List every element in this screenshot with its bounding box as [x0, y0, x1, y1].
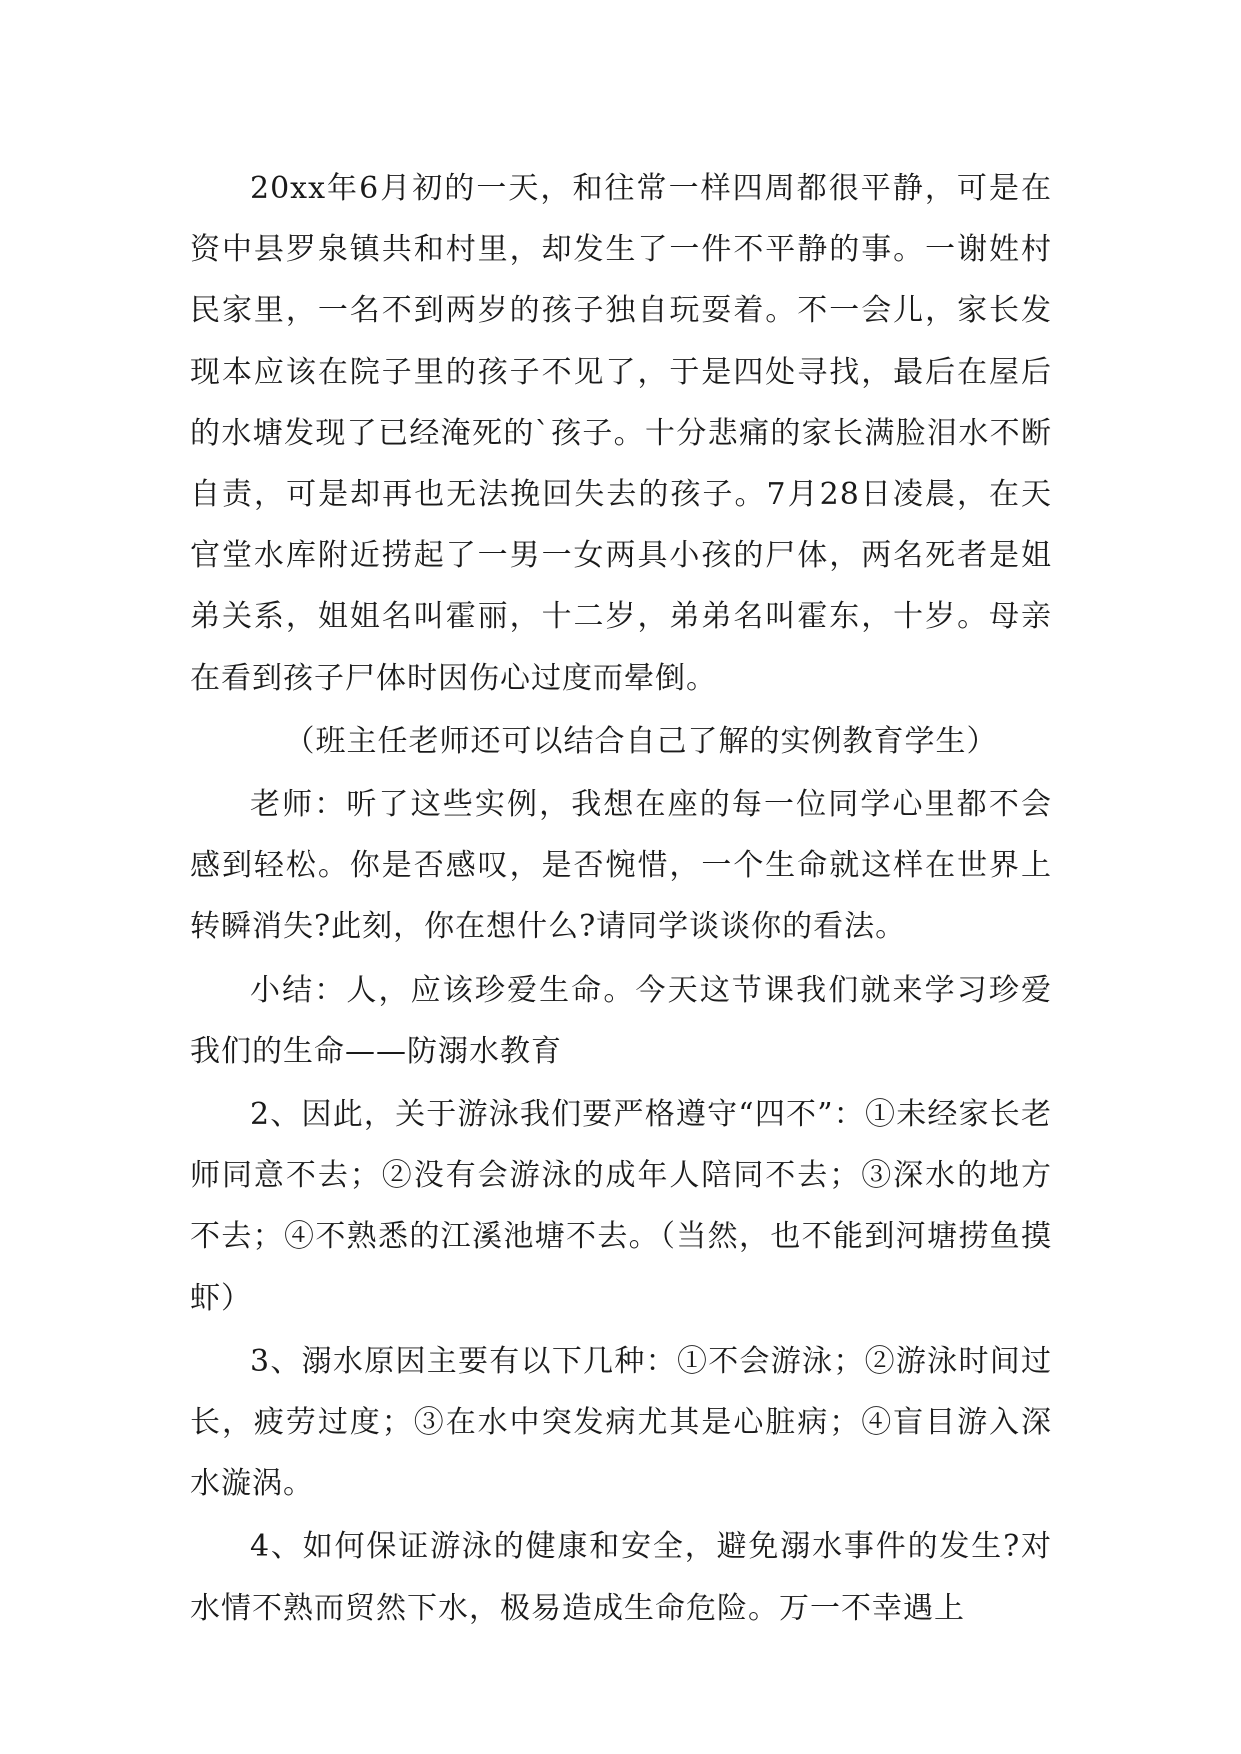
paragraph-summary: 小结：人，应该珍爱生命。今天这节课我们就来学习珍爱我们的生命——防溺水教育: [190, 972, 1052, 1069]
document-body: [190, 158, 1052, 1641]
paragraph-drowning-causes: 3、溺水原因主要有以下几种：①不会游泳；②游泳时间过长，疲劳过度；③在水中突发病尤其是心脏病；④盲目游入深水漩涡。: [190, 1343, 1052, 1502]
paragraph-safety: 4、如何保证游泳的健康和安全，避免溺水事件的发生?对水情不熟而贸然下水，极易造成生命危险。万一不幸遇上: [190, 1529, 1052, 1626]
paragraph-four-rules: 2、因此，关于游泳我们要严格遵守“四不”：①未经家长老师同意不去；②没有会游泳的成年人陪同不去；③深水的地方不去；④不熟悉的江溪池塘不去。（当然，也不能到河塘捞鱼摸虾）: [190, 1097, 1052, 1316]
paragraph-teacher-question: 老师：听了这些实例，我想在座的每一位同学心里都不会感到轻松。你是否感叹，是否惋惜，一个生命就这样在世界上转瞬消失?此刻，你在想什么?请同学谈谈你的看法。: [190, 787, 1052, 945]
paragraph-teacher-note: （班主任老师还可以结合自己了解的实例教育学生）: [284, 723, 998, 759]
paragraph-incident-report: 20xx年6月初的一天，和往常一样四周都很平静，可是在资中县罗泉镇共和村里，却发生了一件不平静的事。一谢姓村民家里，一名不到两岁的孩子独自玩耍着。不一会儿，家长发现本应该在院子里的孩子不见了，于是四处寻找，最后在屋后的水塘发现了已经淹死的`孩子。十分悲痛的家长满脸泪水不断自责，可是却再也无法挽回失去的孩子。7月28日凌晨，在天官堂水库附近捞起了一男一女两具小孩的尸体，两名死者是姐弟关系，姐姐名叫霍丽，十二岁，弟弟名叫霍东，十岁。母亲在看到孩子尸体时因伤心过度而晕倒。: [190, 171, 1052, 696]
